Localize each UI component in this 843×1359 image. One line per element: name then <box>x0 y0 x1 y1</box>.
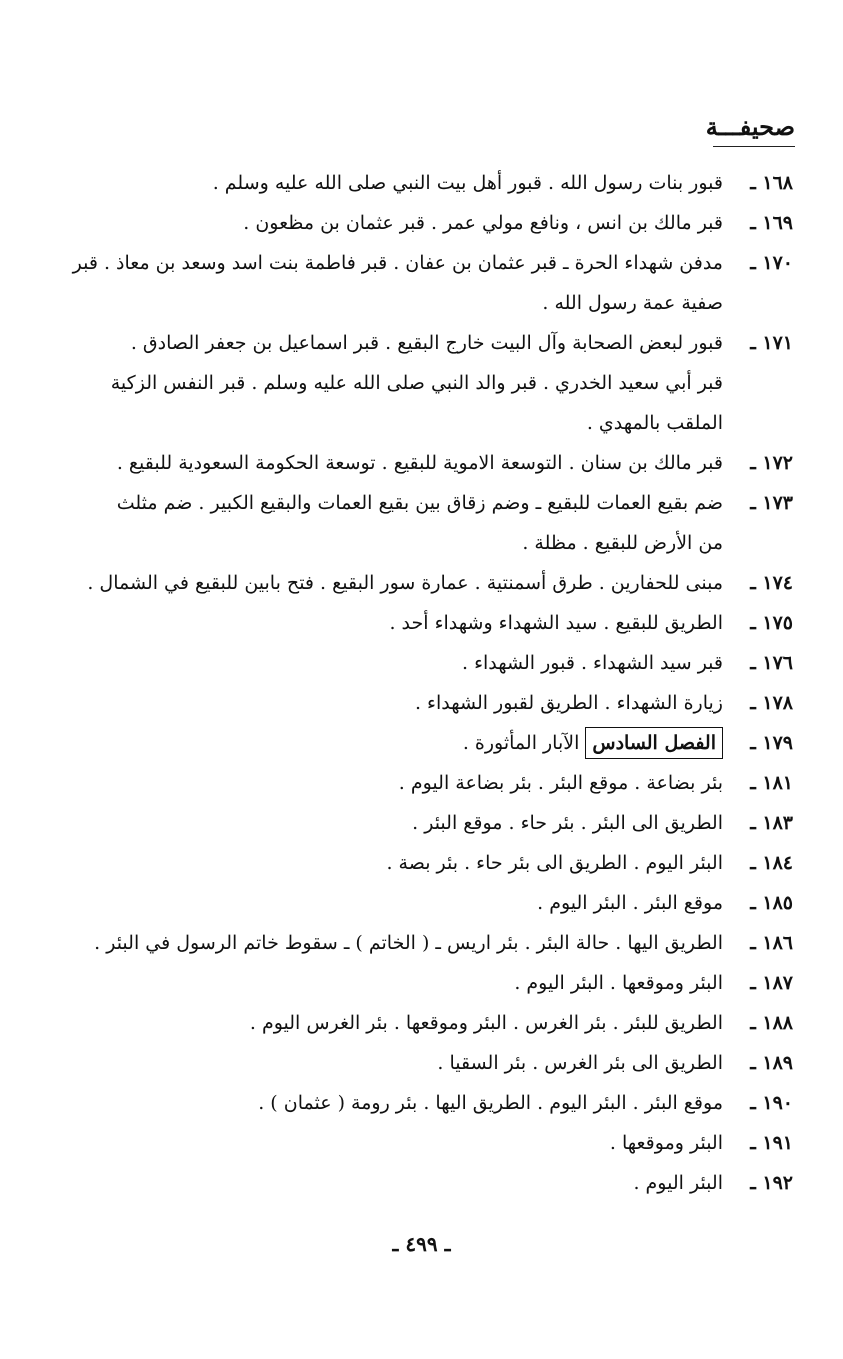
entry-page-number: ١٨٦ ـ <box>750 932 793 954</box>
toc-entry <box>72 243 793 323</box>
toc-entry <box>88 843 793 883</box>
entry-page-number: ١٨١ ـ <box>750 772 793 794</box>
entry-page-number: ١٨٧ ـ <box>750 972 793 994</box>
toc-entry <box>88 323 793 443</box>
header-underline <box>713 146 795 147</box>
entry-line: الطريق الى بئر الغرس . بئر السقيا . <box>437 1052 723 1074</box>
entry-page-number: ١٧٨ ـ <box>750 692 793 714</box>
entry-line: البئر وموقعها . <box>609 1132 723 1154</box>
page-header-title: صحيفـــة <box>705 112 795 141</box>
entry-text <box>88 1043 723 1083</box>
toc-entry <box>88 163 793 203</box>
entry-line: ضم بقيع العمات للبقيع ـ وضم زقاق بين بقيع العمات والبقيع الكبير . ضم مثلث <box>116 492 723 514</box>
entry-line: بئر بضاعة . موقع البئر . بئر بضاعة اليوم . <box>398 772 723 794</box>
toc-entry <box>88 1083 793 1123</box>
toc-entry <box>88 603 793 643</box>
toc-entry <box>88 1003 793 1043</box>
table-of-contents <box>72 163 793 1203</box>
entry-text <box>88 203 723 243</box>
entry-line: قبر مالك بن انس ، ونافع مولي عمر . قبر عثمان بن مظعون . <box>243 212 723 234</box>
entry-text <box>88 603 723 643</box>
entry-page-number: ١٧٠ ـ <box>750 252 793 274</box>
toc-entry <box>88 1123 793 1163</box>
entry-line: الطريق الى البئر . بئر حاء . موقع البئر . <box>412 812 723 834</box>
entry-page-number: ١٩٢ ـ <box>750 1172 793 1194</box>
entry-page-number: ١٧٦ ـ <box>750 652 793 674</box>
entry-line: البئر اليوم . <box>633 1172 723 1194</box>
entry-line: موقع البئر . البئر اليوم . <box>537 892 723 914</box>
toc-entry <box>88 1163 793 1203</box>
toc-entry <box>88 803 793 843</box>
toc-entry <box>88 923 793 963</box>
entry-text <box>88 1083 723 1123</box>
entry-page-number: ١٨٨ ـ <box>750 1012 793 1034</box>
entry-line: قبور بنات رسول الله . قبور أهل بيت النبي صلى الله عليه وسلم . <box>212 172 723 194</box>
entry-text <box>87 563 723 603</box>
entry-text <box>88 803 723 843</box>
toc-entry <box>88 963 793 1003</box>
entry-text <box>88 883 723 923</box>
entry-page-number: ١٧٣ ـ <box>750 492 793 514</box>
entry-line: صفية عمة رسول الله . <box>542 292 723 314</box>
entry-line: الطريق للبقيع . سيد الشهداء وشهداء أحد . <box>389 612 723 634</box>
chapter-heading-box: الفصل السادس <box>585 727 723 759</box>
entry-line: من الأرض للبقيع . مظلة . <box>522 532 723 554</box>
entry-text <box>88 443 723 483</box>
entry-line: زيارة الشهداء . الطريق لقبور الشهداء . <box>414 692 723 714</box>
entry-line: قبر سيد الشهداء . قبور الشهداء . <box>462 652 723 674</box>
entry-line: البئر وموقعها . البئر اليوم . <box>514 972 723 994</box>
toc-entry <box>88 1043 793 1083</box>
entry-text <box>88 683 723 723</box>
toc-entry <box>88 203 793 243</box>
entry-line: قبور لبعض الصحابة وآل البيت خارج البقيع . قبر اسماعيل بن جعفر الصادق . <box>130 332 723 354</box>
toc-entry <box>88 723 793 763</box>
entry-text <box>88 1163 723 1203</box>
entry-text <box>88 323 723 443</box>
entry-text <box>88 963 723 1003</box>
entry-line: مدفن شهداء الحرة ـ قبر عثمان بن عفان . قبر فاطمة بنت اسد وسعد بن معاذ . قبر <box>72 252 723 274</box>
entry-text <box>88 1123 723 1163</box>
entry-text <box>88 843 723 883</box>
toc-entry <box>88 443 793 483</box>
entry-text <box>88 923 723 963</box>
entry-text <box>88 163 723 203</box>
entry-line: قبر أبي سعيد الخدري . قبر والد النبي صلى الله عليه وسلم . قبر النفس الزكية <box>110 372 723 394</box>
entry-line: الملقب بالمهدي . <box>586 412 723 434</box>
entry-page-number: ١٩١ ـ <box>750 1132 793 1154</box>
entry-text <box>88 483 723 563</box>
toc-entry <box>88 763 793 803</box>
toc-entry <box>88 563 793 603</box>
entry-text <box>88 723 723 763</box>
entry-text <box>88 1003 723 1043</box>
toc-entry <box>88 483 793 563</box>
entry-line: الطريق اليها . حالة البئر . بئر اريس ـ ( الخاتم ) ـ سقوط خاتم الرسول في البئر . <box>94 932 723 954</box>
entry-line: مبنى للحفارين . طرق أسمنتية . عمارة سور البقيع . فتح بابين للبقيع في الشمال . <box>87 572 723 594</box>
toc-entry <box>88 883 793 923</box>
entry-text <box>73 243 723 323</box>
entry-page-number: ١٦٩ ـ <box>750 212 793 234</box>
entry-text <box>88 643 723 683</box>
entry-line: موقع البئر . البئر اليوم . الطريق اليها . بئر رومة ( عثمان ) . <box>258 1092 723 1114</box>
entry-page-number: ١٦٨ ـ <box>750 172 793 194</box>
entry-page-number: ١٨٤ ـ <box>750 852 793 874</box>
entry-page-number: ١٨٣ ـ <box>750 812 793 834</box>
entry-page-number: ١٧٥ ـ <box>750 612 793 634</box>
entry-line <box>88 723 723 763</box>
entry-page-number: ١٩٠ ـ <box>750 1092 793 1114</box>
entry-page-number: ١٧٢ ـ <box>750 452 793 474</box>
entry-line: البئر اليوم . الطريق الى بئر حاء . بئر بصة . <box>386 852 723 874</box>
page-number: ـ ٤٩٩ ـ <box>392 1232 451 1256</box>
toc-entry <box>88 643 793 683</box>
entry-page-number: ١٧٩ ـ <box>750 732 793 754</box>
entry-text <box>88 763 723 803</box>
entry-line: قبر مالك بن سنان . التوسعة الاموية للبقيع . توسعة الحكومة السعودية للبقيع . <box>116 452 723 474</box>
entry-line-text: الآبار المأثورة . <box>462 732 580 754</box>
entry-line: الطريق للبئر . بئر الغرس . البئر وموقعها . بئر الغرس اليوم . <box>249 1012 723 1034</box>
entry-page-number: ١٧١ ـ <box>750 332 793 354</box>
toc-entry <box>88 683 793 723</box>
entry-page-number: ١٨٥ ـ <box>750 892 793 914</box>
entry-page-number: ١٧٤ ـ <box>750 572 793 594</box>
entry-page-number: ١٨٩ ـ <box>750 1052 793 1074</box>
